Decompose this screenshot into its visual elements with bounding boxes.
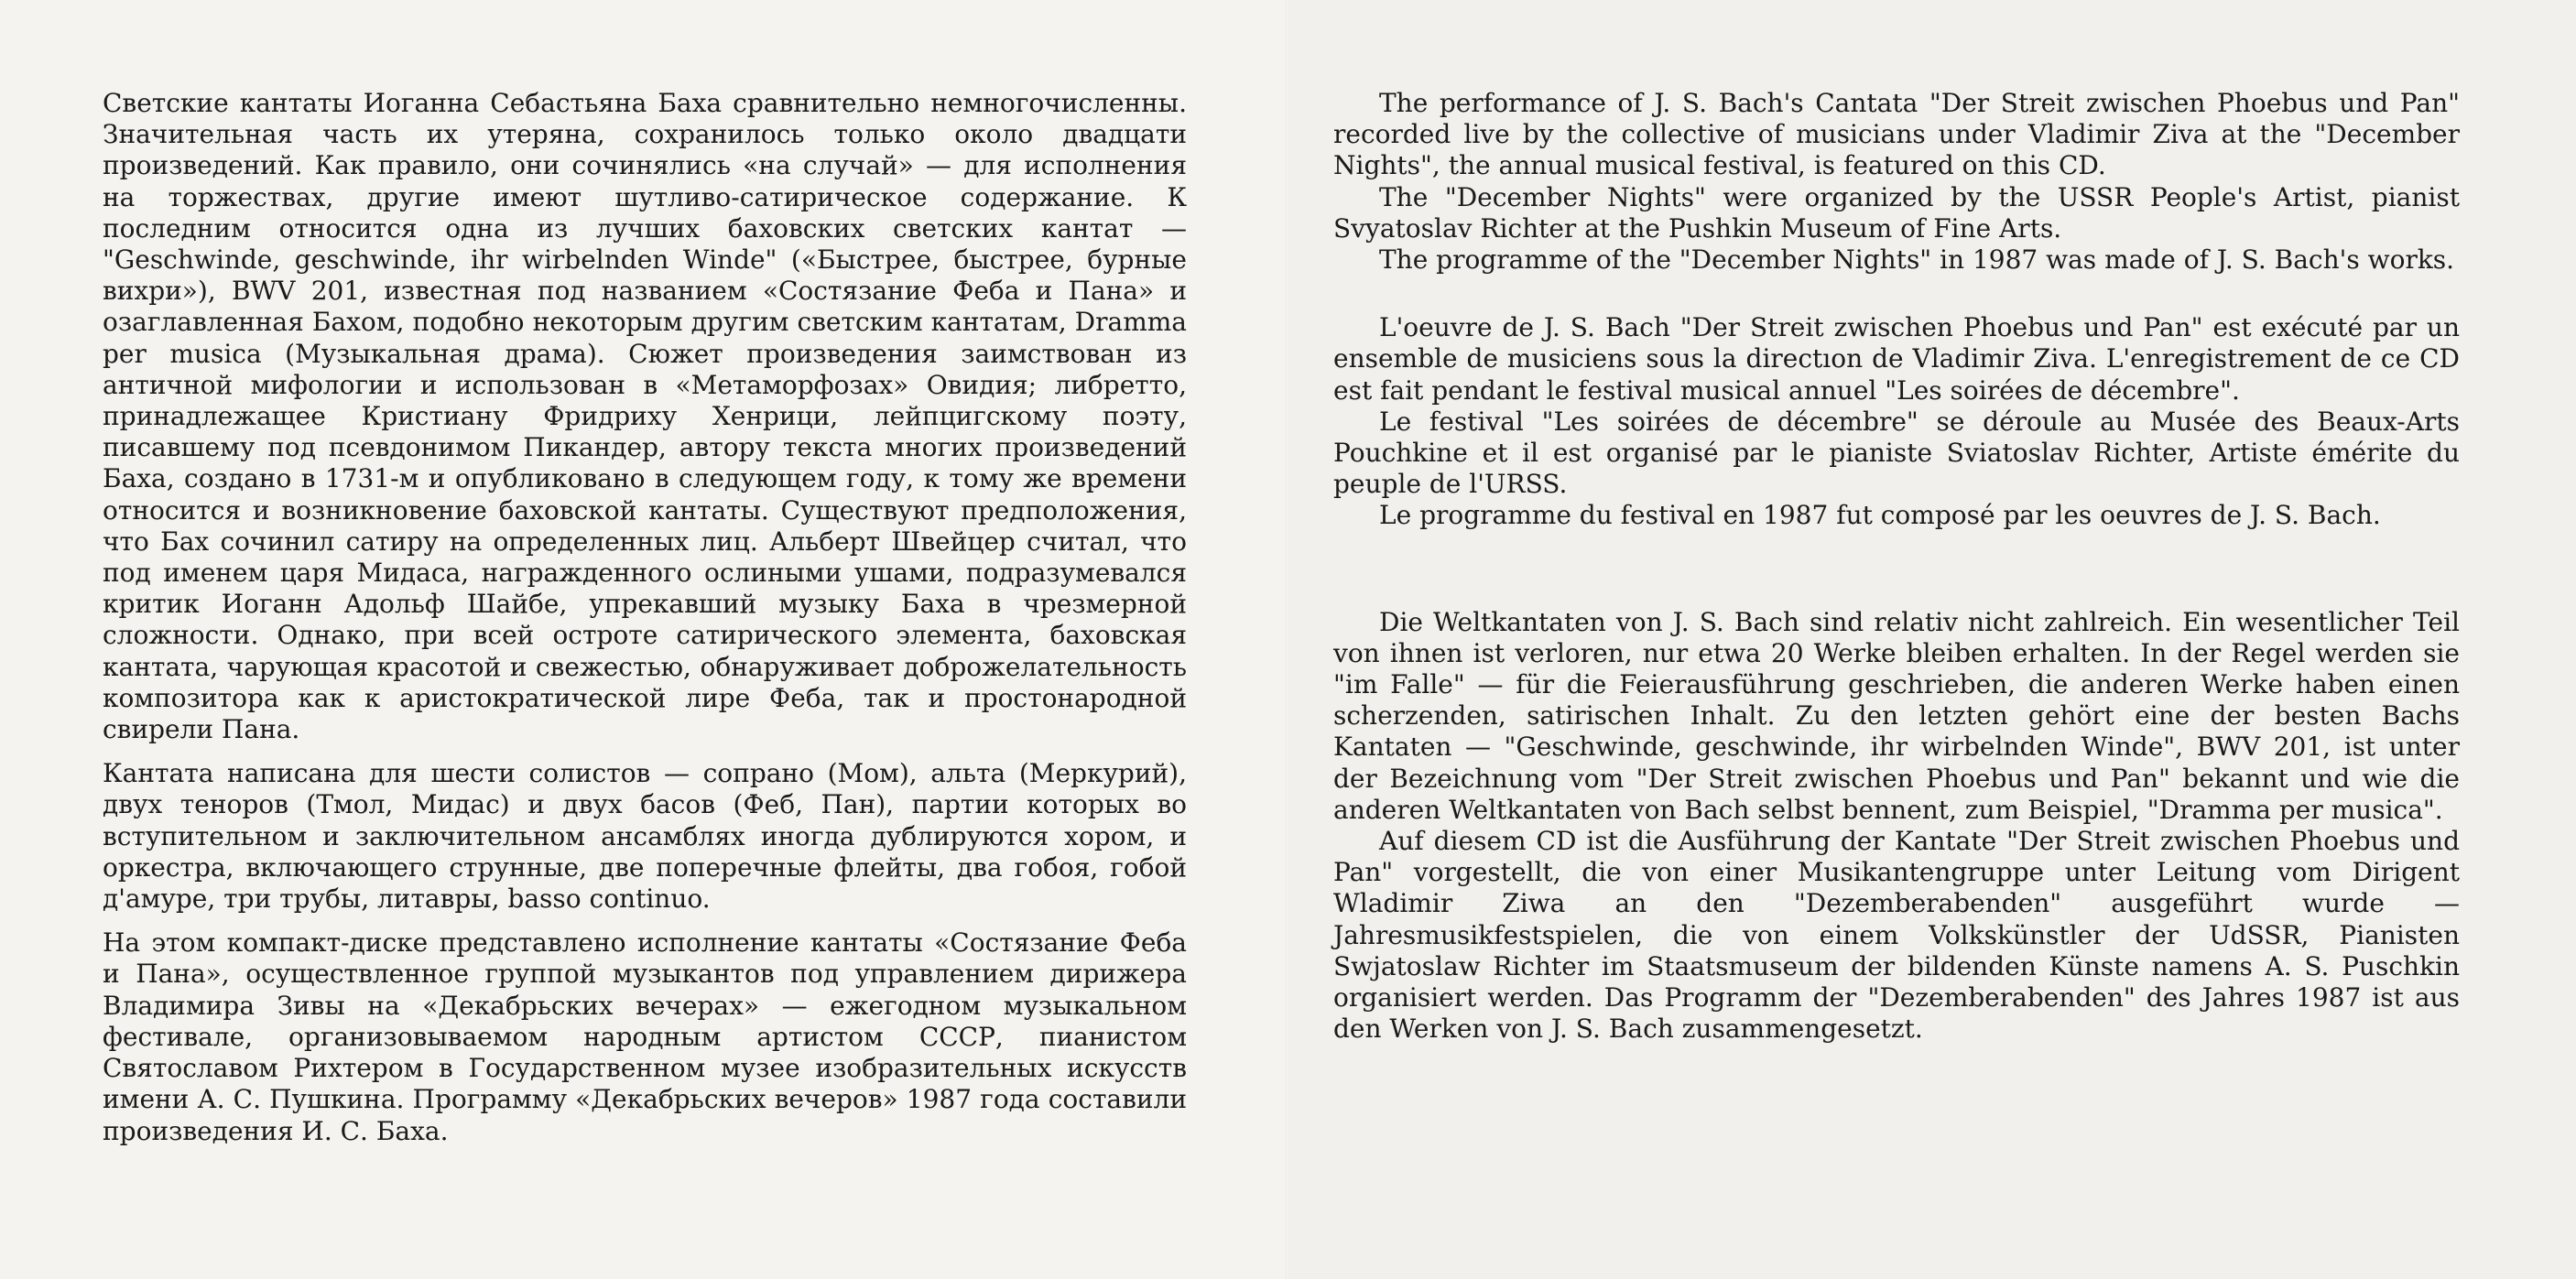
english-paragraph-3: The programme of the "December Nights" in 1987 was made of J. S. Bach's works. — [1379, 244, 2455, 276]
russian-paragraph-2: Кантата написана для шести солистов — сопрано (Мом), альта (Меркурий), двух теноров (Тмол, Мидас) и двух басов (Феб, Пан), партии которых во вступительном и заключительном ансамблях иногда дублируются хором, и оркестра, включающего струнные, две поперечные флейты, два гобоя, гобой д'амуре, три трубы, литавры, basso continuo. — [103, 758, 1187, 915]
russian-paragraph-1: Светские кантаты Иоганна Себастьяна Баха сравнительно немногочисленны. Значительная часть их утеряна, сохранилось только около двадцати произведений. Как правило, они сочинялись «на случай» — для исполнения на торжествах, другие имеют шутливо-сатирическое содержание. К последним относится одна из лучших баховских светских кантат — "Geschwinde, geschwinde, ihr wirbelnden Winde" («Быстрее, быстрее, бурные вихри»), BWV 201, известная под названием «Состязание Феба и Пана» и озаглавленная Бахом, подобно некоторым другим светским кантатам, Dramma per musica (Музыкальная драма). Сюжет произведения заимствован из античной мифологии и использован в «Метаморфозах» Овидия; либретто, принадлежащее Кристиану Фридриху Хенрици, лейпцигскому поэту, писавшему под псевдонимом Пикандер, автору текста многих произведений Баха, создано в 1731-м и опубликовано в следующем году, к тому же времени относится и возникновение баховской кантаты. Существуют предположения, что Бах сочинил сатиру на определенных лиц. Альберт Швейцер считал, что под именем царя Мидаса, награжденного ослиными ушами, подразумевался критик Иоганн Адольф Шайбе, упрекавший музыку Баха в чрезмерной сложности. Однако, при всей остроте сатирического элемента, баховская кантата, чарующая красотой и свежестью, обнаруживает доброжелательность композитора как к аристократической лире Феба, так и простонародной свирели Пана. — [103, 88, 1187, 745]
english-paragraph-2: The "December Nights" were organized by the USSR People's Artist, pianist Svyatoslav Richter at the Pushkin Museum of Fine Arts. — [1333, 181, 2460, 244]
multilingual-text-column — [1333, 88, 2460, 1045]
english-paragraph-1: The performance of J. S. Bach's Cantata "Der Streit zwischen Phoebus und Pan" recorded live by the collective of musicians under Vladimir Ziva at the "December Nights", the annual musical festival, is featured on this CD. — [1333, 88, 2460, 181]
french-paragraph-2: Le festival "Les soirées de décembre" se déroule au Musée des Beaux-Arts Pouchkine et il est organisé par le pianiste Sviatoslav Richter, Artiste émérite du peuple de l'URSS. — [1333, 406, 2460, 500]
english-block — [1333, 88, 2460, 276]
german-block — [1333, 607, 2460, 1046]
german-paragraph-1: Die Weltkantaten von J. S. Bach sind relativ nicht zahlreich. Ein wesentlicher Teil von ihnen ist verloren, nur etwa 20 Werke bleiben erhalten. In der Regel werden sie "im Falle" — für die Feierausführung geschrieben, die anderen Werke haben einen scherzenden, satirischen Inhalt. Zu den letzten gehört eine der besten Bachs Kantaten — "Geschwinde, geschwinde, ihr wirbelnden Winde", BWV 201, ist unter der Bezeichnung vom "Der Streit zwischen Phoebus und Pan" bekannt und wie die anderen Weltkantaten von Bach selbst bennent, zum Beispiel, "Dramma per musica". — [1333, 606, 2460, 825]
french-block — [1333, 312, 2460, 531]
french-paragraph-3: Le programme du festival en 1987 fut composé par les oeuvres de J. S. Bach. — [1379, 500, 2381, 531]
russian-paragraph-3: На этом компакт-диске представлено исполнение кантаты «Состязание Феба и Пана», осуществленное группой музыкантов под управлением дирижера Владимира Зивы на «Декабрьских вечерах» — ежегодном музыкальном фестивале, организовываемом народным артистом СССР, пианистом Святославом Рихтером в Государственном музее изобразительных искусств имени А. С. Пушкина. Программу «Декабрьских вечеров» 1987 года составили произведения И. С. Баха. — [103, 927, 1187, 1146]
french-paragraph-1: L'oeuvre de J. S. Bach "Der Streit zwischen Phoebus und Pan" est exécuté par un ensemble de musiciens sous la directıon de Vladimir Ziva. L'enregistrement de ce CD est fait pendant le festival musical annuel "Les soirées de décembre". — [1333, 312, 2460, 406]
german-paragraph-2: Auf diesem CD ist die Ausführung der Kantate "Der Streit zwischen Phoebus und Pan" vorgestellt, die von einer Musikantengruppe unter Leitung vom Dirigent Wladimir Ziwa an den "Dezemberabenden" ausgeführt wurde — Jahresmusikfestspielen, die von einem Volkskünstler der UdSSR, Pianisten Swjatoslaw Richter im Staatsmuseum der bildenden Künste namens A. S. Puschkin organisiert werden. Das Programm der "Dezemberabenden" des Jahres 1987 ist aus den Werken von J. S. Bach zusammengesetzt. — [1333, 826, 2460, 1045]
russian-text-column — [103, 88, 1187, 1160]
